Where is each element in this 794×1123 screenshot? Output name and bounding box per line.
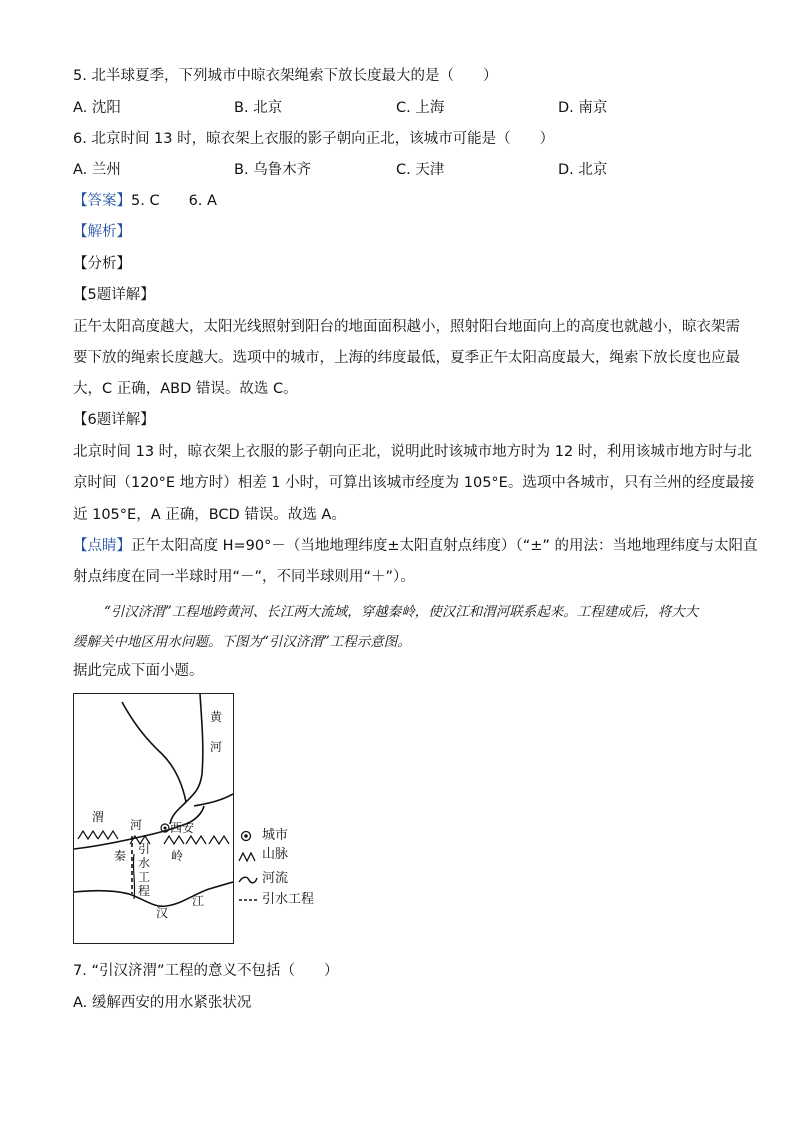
material-line-2: 缓解关中地区用水问题。下图为“引汉济渭”工程示意图。: [73, 634, 411, 650]
map-label-huang: 黄: [210, 710, 223, 724]
q5-detail-line-2: 要下放的绳索长度越大。选项中的城市，上海的纬度最低，夏季正午太阳高度最大，绳索下放长度也应最: [73, 350, 740, 366]
river-icon: [238, 874, 258, 886]
q5-option-a: A. 沈阳: [73, 100, 121, 116]
q6-detail-tag: 【6题详解】: [73, 412, 155, 428]
legend-water-project: 引水工程: [262, 892, 315, 907]
map-label-wei: 渭: [92, 810, 105, 824]
q5-stem: 5. 北半球夏季，下列城市中晾衣架绳索下放长度最大的是（ ）: [73, 68, 498, 84]
q6-stem: 6. 北京时间 13 时，晾衣架上衣服的影子朝向正北，该城市可能是（ ）: [73, 131, 555, 147]
q7-option-a: A. 缓解西安的用水紧张状况: [73, 995, 252, 1011]
answer-text: 5. C 6. A: [131, 193, 217, 209]
map-label-ling: 岭: [171, 849, 184, 863]
map-label-han: 汉: [156, 906, 169, 920]
q5-option-d: D. 南京: [558, 100, 608, 116]
legend-city: 城市: [262, 828, 289, 843]
tip-line-2: 射点纬度在同一半球时用“－”，不同半球则用“＋”）。: [73, 569, 415, 585]
legend-river: 河流: [262, 871, 289, 886]
mountain-icon: [238, 850, 258, 862]
water-project-icon: [238, 894, 258, 906]
q6-option-a: A. 兰州: [73, 162, 121, 178]
map-label-xian: 西安: [170, 821, 195, 835]
analysis-tag: 【解析】: [73, 224, 131, 240]
q6-option-b: B. 乌鲁木齐: [234, 162, 312, 178]
material-instruction: 据此完成下面小题。: [73, 663, 204, 679]
q5-detail-tag: 【5题详解】: [73, 287, 155, 303]
q6-detail-line-2: 京时间（120°E 地方时）相差 1 小时，可算出该城市经度为 105°E。选项中各城市，只有兰州的经度最接: [73, 475, 755, 491]
answer-tag: 【答案】: [73, 193, 131, 209]
answer-line: [73, 191, 217, 211]
map-label-cheng: 程: [138, 884, 151, 898]
map-label-shui: 水: [138, 856, 151, 870]
map-label-gong: 工: [138, 870, 151, 884]
q5-option-c: C. 上海: [396, 100, 445, 116]
project-map: [73, 693, 234, 944]
tip-tag: 【点睛】: [73, 538, 131, 554]
q6-detail-line-1: 北京时间 13 时，晾衣架上衣服的影子朝向正北，说明此时该城市地方时为 12 时，利用该城市地方时与北: [73, 444, 752, 460]
q6-detail-line-3: 近 105°E，A 正确，BCD 错误。故选 A。: [73, 507, 346, 523]
map-label-qin: 秦: [114, 849, 127, 863]
q6-option-d: D. 北京: [558, 162, 608, 178]
tip-text-1: 正午太阳高度 H=90°－（当地地理纬度±太阳直射点纬度）（“±” 的用法：当地地理纬度与太阳直: [131, 538, 758, 554]
map-label-he2: 河: [130, 818, 143, 832]
material-line-1: “引汉济渭”工程地跨黄河、长江两大流域，穿越秦岭，使汉江和渭河联系起来。工程建成后，将大大: [104, 604, 699, 620]
q5-detail-line-3: 大，C 正确，ABD 错误。故选 C。: [73, 381, 298, 397]
q5-option-b: B. 北京: [234, 100, 283, 116]
q7-stem: 7. “引汉济渭”工程的意义不包括（ ）: [73, 963, 339, 979]
map-label-yin: 引: [138, 842, 151, 856]
city-icon: [240, 829, 254, 843]
fenxi-tag: 【分析】: [73, 256, 131, 272]
map-label-jiang: 江: [192, 894, 205, 908]
map-label-he: 河: [210, 740, 223, 754]
legend-mountain: 山脉: [262, 847, 289, 862]
tip-line-1: [73, 536, 758, 556]
q6-option-c: C. 天津: [396, 162, 445, 178]
q5-detail-line-1: 正午太阳高度越大，太阳光线照射到阳台的地面面积越小，照射阳台地面向上的高度也就越小，晾衣架需: [73, 319, 740, 335]
